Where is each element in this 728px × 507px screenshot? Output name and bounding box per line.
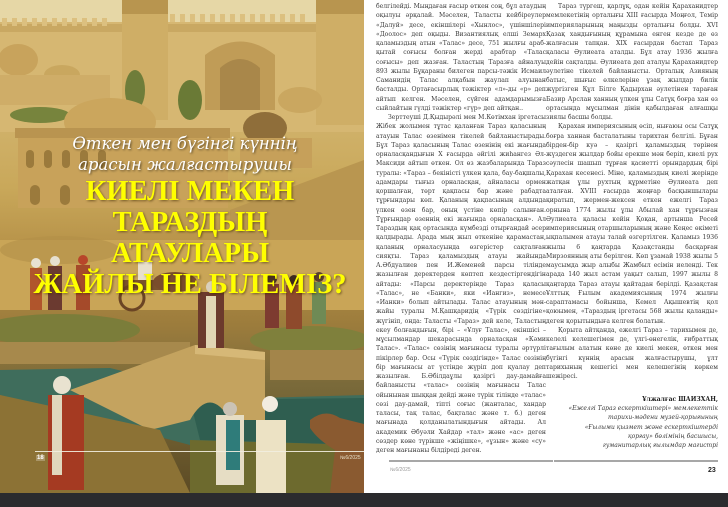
issue-number: №6/2025 <box>390 467 411 473</box>
author-role: «Ғылыми қызмет және ескерткіштерді <box>584 423 718 431</box>
author-signature <box>554 395 718 450</box>
right-page-article <box>364 0 728 493</box>
issue-number: №6/2025 <box>340 455 361 461</box>
author-role: «Ежелгі Тараз ескерткіштері» мемлекеттік <box>568 405 718 413</box>
page-number: 18 <box>37 455 44 461</box>
headline-line-2: ТАРАЗДЫҢ АТАУЛАРЫ <box>110 207 270 269</box>
paragraph: Қорыта айтқанда, ежелгі Тараз – тарихымен де, келелі келешегімен де, үлгі-өнегелік, ғибраттық тағылым алатын көне де киелі мекен, өткен мен бүгінгі күннің арасын жалғастырушы, ұлт тарихының кешегісі мен келешегінің көркем шежіресі. <box>546 326 718 380</box>
footer-divider <box>35 451 364 452</box>
article-headline <box>30 176 350 300</box>
author-role: тарихи-мәдени музей-қорығының <box>607 414 718 422</box>
paragraph: Тараз түргеш, қарлұқ, одан кейін Қараханидтер мемлекетінің орталығы XIII ғасырда Моңғол, Темір империяларының маңызды орталығы болды. XVI Қазақ хандығының құрамына енген кезде де өз жалғасын тапқан. XIX ғасырдан бастап Тараз қаласы Әулиеата аталды. Бұл атау 1936 жылға дейін сақталды. Әулиеата деп аталуы Қараханидтер әулетіне тікелей байланысты. Орталық Азияның батыс, шығыс өлкелеріне ұзақ жылдар билік жүргізген Құл Білге Қадырхан әулетінен тараған Базир Арслан ханның үлкен ұлы Сатұқ боғра хан өз ортасында мұсылман дінін қабылдаған алғашқы зиялы басшы болды. <box>546 3 718 121</box>
article-column-1 <box>376 2 546 455</box>
article-column-2 <box>546 2 718 381</box>
author-name: Ұлжалғас ШАИЗХАН, <box>642 396 718 403</box>
paragraph: Қарахан империясының өсіп, нығаюы осы Сатұқ боғра ханнан басталатыны тарихтан белгілі. Бұған бірден-бір куә – қазіргі қаламыздың төрінен жүздеген жылдар бойы ерекше мән беріп, киелі рух сәулесін шашып тұрған қасиетті орындардың бірі Қарахан кесенесі. Міне, қаламыздың киелі жерінде жатқан ұлы рухтың құрметіне Әулиеата деп аталған. XVIII ғасырда жоңғар басқыншылары қиратып, жермен-жексен еткен ежелгі Тараз орнына 1774 жылы ұлы Абылай хан тұрғызған Әулиеата қаласы кейін Қоқан, артынша Ресей империясының отаршыларының және Кеңес өкіметі ықпалымен атауы талай өзгертілген. Қаламыз 1936 жылы 6 қаңтарда Қазақстанды басқарған Мирзоянның аты берілген. Көп ұзамай 1938 жылы 5 маусымда жыр алыбы Жамбыл есімін иеленді. Тек арада 140 жыл астам уақыт салып, 1997 жылы 8 қаңтарда Тараз атауы қайтадан берілді. Қазақстан Ұлттық Ғылым академиясының 1974 жылғы сараптамасы бойынша, Кемел Ақышевтің қол қоюымен, «Тараздың іргетасы 568 жылы қаланды» деген қорытындыға келген болатын. <box>546 123 718 325</box>
paragraph: белгілейді. Мыңдаған ғасыр өткен соң, бұл атаудың оқылуы әрқалай. Мәселен, Таласты кейбіреулер «Далуй» десе, екіншілері «Хынлос», үшіншілері «Доолос» деп оқыды. Византиялық елші Земарх қаламыздың атын «Талас» десе, 751 жылғы араб-қытай соғысы болған жерді арабтар «Талас соғысы» деп жазған. Таластың Таразға айналуы 893 жылы Бұқараны билеген парсы-тәжік Исмаил Саманидің Талас алқабын жаулап алуынан басталды. Ортағасырлық тәжіктер «л»-ды «р» деп айтып келген. Мәселен, сүйген адамдарымызға сыйлайтын гүлді тәжіктер «гүр» деп айтқан.. <box>376 3 546 112</box>
viewer-bottom-bar <box>0 493 728 507</box>
footer-divider <box>554 460 718 462</box>
footer-divider <box>389 460 553 462</box>
left-page-illustration <box>0 0 364 493</box>
author-role: қорғау» бөлімінің басшысы, <box>627 432 718 440</box>
page-number: 23 <box>708 467 716 474</box>
kicker-line-2: арасын жалғастырушы <box>78 155 292 174</box>
kicker-line-1: Өткен мен бүгінгі күннің <box>72 134 298 153</box>
author-role: гуманитарлық ғылымдар магистрі <box>602 442 718 450</box>
headline-line-1: КИЕЛІ МЕКЕН <box>85 176 295 207</box>
headline-line-3: ЖАЙЛЫ НЕ БІЛЕМІЗ? <box>33 269 347 300</box>
kicker-subtitle <box>40 133 330 175</box>
paragraph: Зерттеуші Д.Қыдырәлі мен М.Көтімхан іргетасы Жібек жолымен тұтас қаланған Тараз қаласының атауын Талас өзенімен тікелей байланыстырады. Бұл Тараз қаласының Талас өзенінің екі жағында орналасқандығын X ғасырда әйгілі жиһангез Әл-Максиди айтып өткен. Ол өз жазбаларында Тараз туралы: «Тараз – бекіністі үлкен қала, бау-бақшалы, адамдары тығыз орналасқан, айналасы ормен қоршалған, төрт қақпасы бар және рабадта тұрғындары көп. Қаланың қақпасының алдында үлкен өзен бар, оның үстіне көпір салынған. Тұрғындар өзеннің екі жағында орналасқан». Ал Тараздың қақ ортасында күмбезді отырғандай әсер қалдырады. Арада мың жыл өткеніне қарамастан, қаланың орналасуында өзгерістер сақталған сияқты. Тараз қаламыздың атауы жайында А.Әбдуалиев пен И.Жеменей парсы тілінде жазылған деректерден көптеп кездестіргендігін айтады: «Парсы деректерінде Тараз қаласы «Талас», не «Банки», яки «Иангиз», немесе «Ианки» болып айтылады. Талас атауының мән-жайы туралы М.Қашқаридің «Түрік сөздігіне» жүгініп, онда: Таласты «Тараз» дей келе, Таластың екеу болғандығын, бірі – «Ұлуғ Талас», екіншісі – мұсылмандар шекарасында орналасқан «Кәми Талас». «Талас» сөзінің мағынасы туралы әртүрлі пікірлер бар. Осы «Түрік сөздігінде» Талас сөзінің бір мағынасы ат үстінде жүріп доп қуалау деп жазылған. Б.Әбілдаұлы қазіргі дау-дамайға байланысты «талас» сөзінің мағынасы Талас ойынынан шыққан дейді және түрік тілінде «талас» сөзі дау-дамай, тіпті соғыс (жанталас, хандар таласы, тақ талас, бақталас және т. б.) деген мағынада қолданылатындығын айтады. Ал академик Әбуәли Хайдар «тал» және «ас» деген сөздер көне түрікше «жіңішке», «ұзын» және «су» деген мағынаны білдіреді деген. <box>376 114 546 454</box>
